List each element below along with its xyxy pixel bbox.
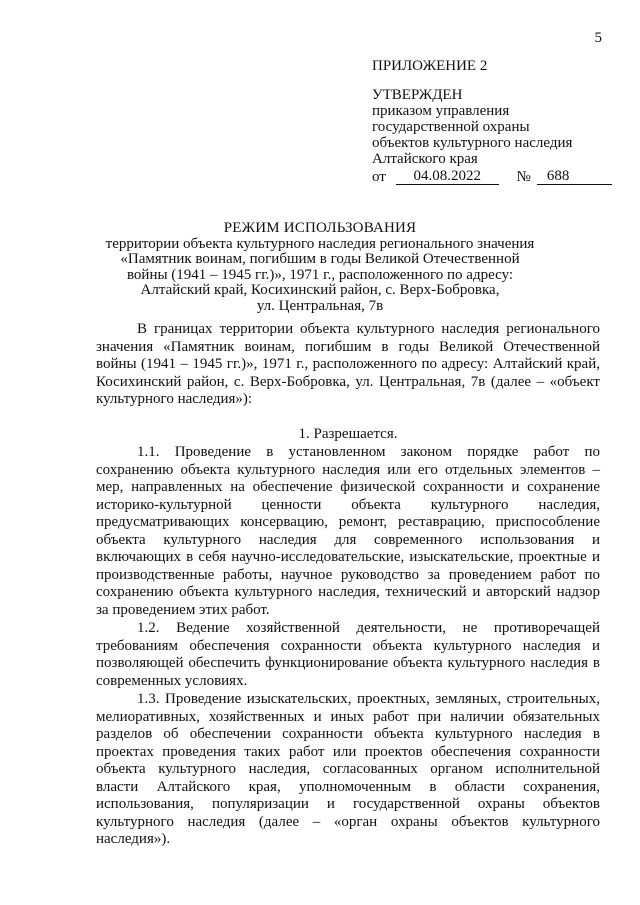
title-line: территории объекта культурного наследия регионального значения: [105, 235, 535, 252]
approved-label: УТВЕРЖДЕН: [372, 87, 463, 103]
approval-block: [372, 58, 612, 185]
title-line: войны (1941 – 1945 гг.)», 1971 г., расположенного по адресу:: [126, 266, 514, 283]
intro-paragraph: В границах территории объекта культурного наследия регионального значения «Памятник воинам, погибшим в годы Великой Отечественной войны (1941 – 1945 гг.)», 1971 г., расположенного по адресу: Алтайский край, Косихинский район, с. Верх-Бобровка, ул. Центральная, 7в (далее – «объект культурного наследия»):: [96, 321, 600, 407]
approval-line: объектов культурного наследия: [372, 135, 573, 151]
appendix-label: ПРИЛОЖЕНИЕ 2: [372, 58, 488, 74]
title-line: «Памятник воинам, погибшим в годы Великой Отечественной: [120, 251, 520, 267]
document-title: [100, 221, 540, 314]
title-heading: РЕЖИМ ИСПОЛЬЗОВАНИЯ: [223, 220, 417, 236]
title-line: ул. Центральная, 7в: [256, 297, 384, 314]
clause-1-3: 1.3. Проведение изыскательских, проектных, земляных, строительных, мелиоративных, хозяйственных и иных работ при наличии обязательных разделов об обеспечении сохранности объекта культурного наследия в проектах проведения таких работ или проектов обеспечения сохранности объекта культурного наследия, согласованных органом исполнительной власти Алтайского края, уполномоченным в области сохранения, использования, популяризации и государственной охраны объектов культурного наследия (далее – «орган охраны объектов культурного наследия»).: [96, 691, 600, 847]
page-number: 5: [594, 30, 602, 46]
section-heading: 1. Разрешается.: [298, 425, 398, 442]
approval-line: государственной охраны: [372, 119, 530, 135]
number-label: №: [516, 169, 531, 185]
title-line: Алтайский край, Косихинский район, с. Верх-Бобровка,: [140, 282, 500, 298]
order-row: [372, 169, 612, 185]
from-label: от: [372, 169, 386, 185]
approval-line: Алтайского края: [372, 151, 478, 167]
approval-line: приказом управления: [372, 103, 510, 119]
order-number: 688: [537, 169, 612, 185]
order-date: 04.08.2022: [396, 169, 499, 185]
clause-1-2: 1.2. Ведение хозяйственной деятельности, не противоречащей требованиям обеспечения сохранности объекта культурного наследия и позволяющей обеспечить функционирование объекта культурного наследия в современных условиях.: [96, 620, 600, 689]
clause-1-1: 1.1. Проведение в установленном законом порядке работ по сохранению объекта культурного наследия или его отдельных элементов – мер, направленных на обеспечение физической сохранности и сохранение историко-культурной ценности объекта культурного наследия, предусматривающих консервацию, ремонт, реставрацию, приспособление объекта культурного наследия для современного использования и включающих в себя научно-исследовательские, изыскательские, проектные и производственные работы, научное руководство за проведением работ по сохранению объекта культурного наследия, технический и авторский надзор за проведением этих работ.: [96, 444, 600, 618]
document-body: [96, 321, 600, 849]
